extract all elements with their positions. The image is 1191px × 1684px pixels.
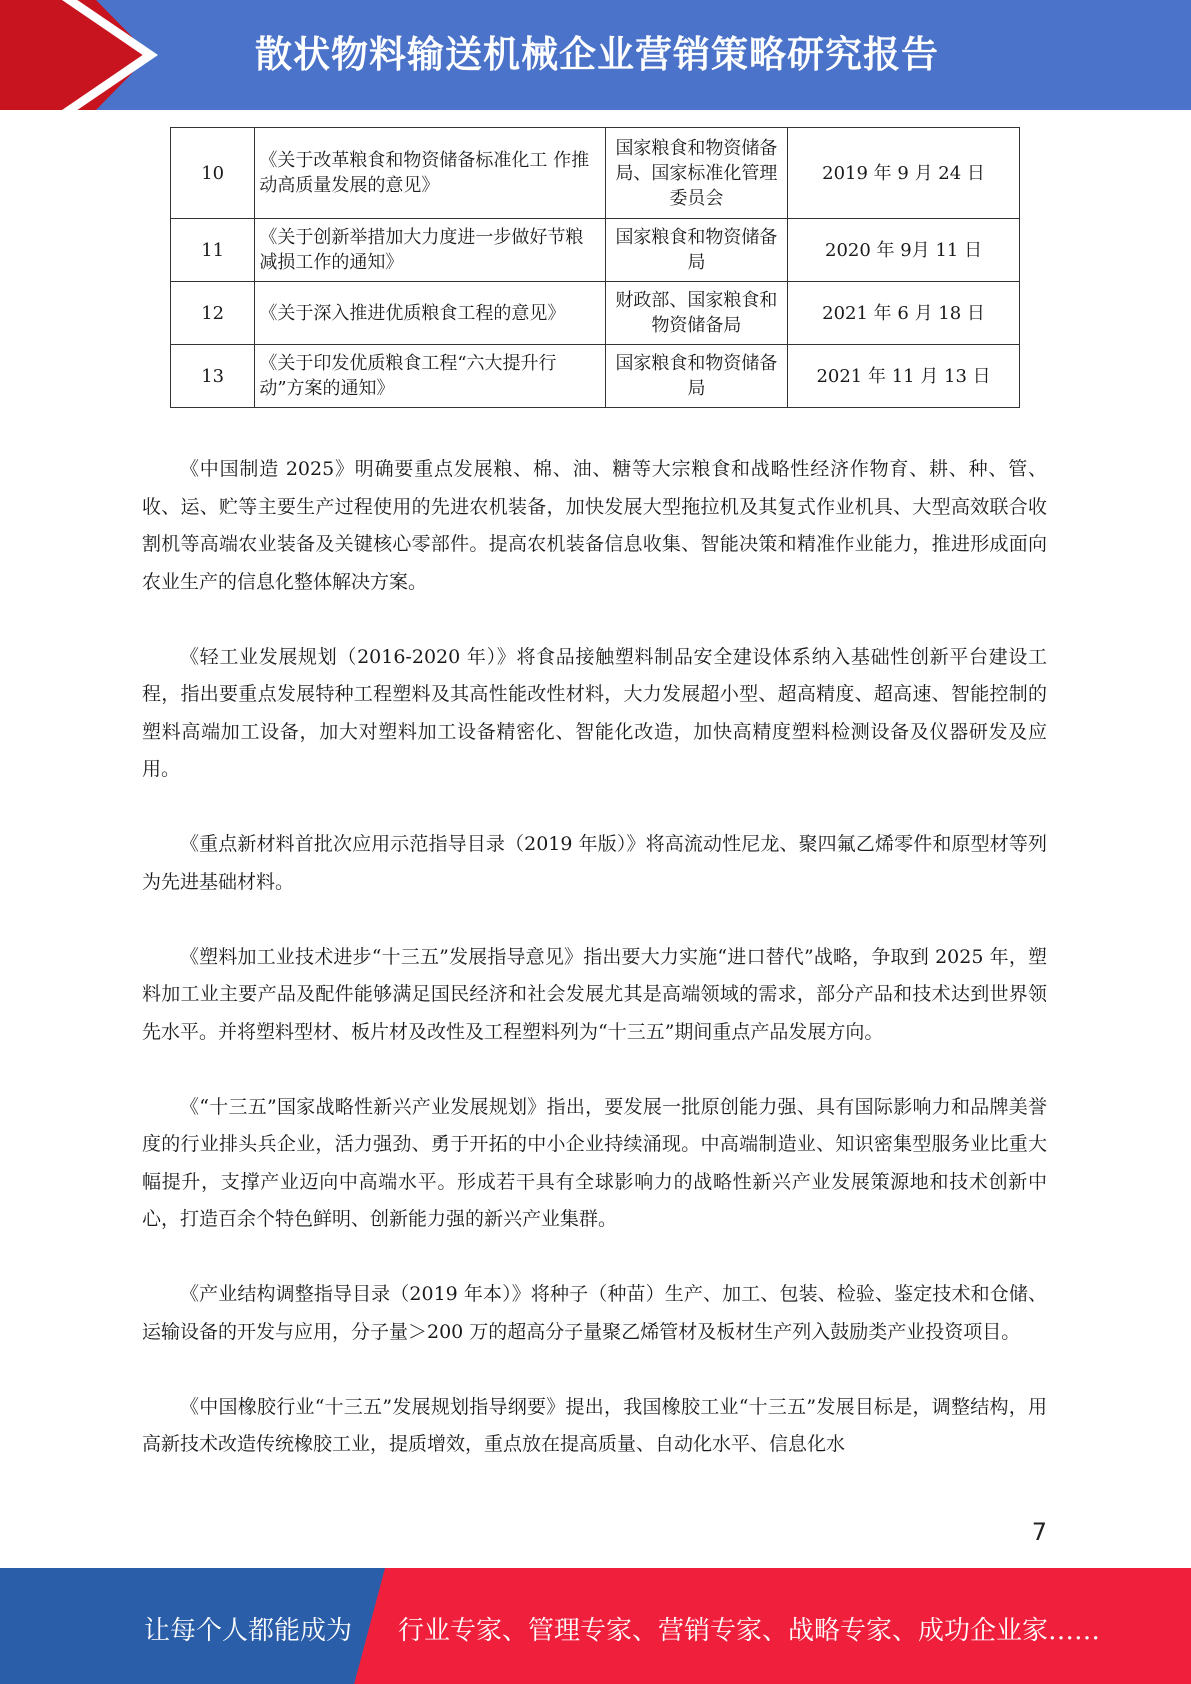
row-number: 13	[171, 345, 255, 408]
page-footer	[0, 1568, 1191, 1684]
policy-name: 《关于深入推进优质粮食工程的意见》	[255, 282, 605, 345]
paragraph: 《中国制造 2025》明确要重点发展粮、棉、油、糖等大宗粮食和战略性经济作物育、耕、种、管、收、运、贮等主要生产过程使用的先进农机装备，加快发展大型拖拉机及其复式作业机具、大型高效联合收割机等高端农业装备及关键核心零部件。提高农机装备信息收集、智能决策和精准作业能力，推进形成面向农业生产的信息化整体解决方案。	[142, 458, 1047, 593]
row-number: 12	[171, 282, 255, 345]
row-number: 10	[171, 128, 255, 219]
issue-date: 2021 年 6 月 18 日	[788, 282, 1020, 345]
footer-slogan-left: 让每个人都能成为	[144, 1616, 353, 1646]
policy-name: 《关于创新举措加大力度进一步做好节粮减损工作的通知》	[255, 219, 605, 282]
policy-table	[170, 127, 1020, 408]
page-number: 7	[1031, 1518, 1047, 1546]
issue-date: 2019 年 9 月 24 日	[788, 128, 1020, 219]
issue-date: 2020 年 9月 11 日	[788, 219, 1020, 282]
table-row	[171, 345, 1020, 408]
body-text	[142, 451, 1047, 1501]
header-red-arrow	[0, 0, 150, 110]
footer-slogan-right: 行业专家、管理专家、营销专家、战略专家、成功企业家……	[398, 1616, 1101, 1646]
issuing-body: 国家粮食和物资储备局	[605, 345, 787, 408]
paragraph: 《轻工业发展规划（2016-2020 年）》将食品接触塑料制品安全建设体系纳入基础性创新平台建设工程，指出要重点发展特种工程塑料及其高性能改性材料，大力发展超小型、超高精度、超高速、智能控制的塑料高端加工设备，加大对塑料加工设备精密化、智能化改造，加快高精度塑料检测设备及仪器研发及应用。	[142, 645, 1047, 780]
row-number: 11	[171, 219, 255, 282]
table-row	[171, 282, 1020, 345]
issuing-body: 国家粮食和物资储备局、国家标准化管理委员会	[605, 128, 787, 219]
paragraph: 《中国橡胶行业“十三五”发展规划指导纲要》提出，我国橡胶工业“十三五”发展目标是，调整结构，用高新技术改造传统橡胶工业，提质增效，重点放在提高质量、自动化水平、信息化水	[142, 1395, 1047, 1455]
issuing-body: 国家粮食和物资储备局	[605, 219, 787, 282]
policy-name: 《关于印发优质粮食工程“六大提升行动”方案的通知》	[255, 345, 605, 408]
report-title: 散状物料输送机械企业营销策略研究报告	[255, 33, 939, 76]
table-row	[171, 219, 1020, 282]
paragraph: 《塑料加工业技术进步“十三五”发展指导意见》指出要大力实施“进口替代”战略，争取到 2025 年，塑料加工业主要产品及配件能够满足国民经济和社会发展尤其是高端领域的需求，部分产品和技术达到世界领先水平。并将塑料型材、板片材及改性及工程塑料列为“十三五”期间重点产品发展方向。	[142, 945, 1047, 1043]
table-row	[171, 128, 1020, 219]
policy-name: 《关于改革粮食和物资储备标准化工 作推动高质量发展的意见》	[255, 128, 605, 219]
issuing-body: 财政部、国家粮食和物资储备局	[605, 282, 787, 345]
paragraph: 《“十三五”国家战略性新兴产业发展规划》指出，要发展一批原创能力强、具有国际影响力和品牌美誉度的行业排头兵企业，活力强劲、勇于开拓的中小企业持续涌现。中高端制造业、知识密集型服务业比重大幅提升，支撑产业迈向中高端水平。形成若干具有全球影响力的战略性新兴产业发展策源地和技术创新中心，打造百余个特色鲜明、创新能力强的新兴产业集群。	[142, 1095, 1047, 1230]
issue-date: 2021 年 11 月 13 日	[788, 345, 1020, 408]
paragraph: 《重点新材料首批次应用示范指导目录（2019 年版）》将高流动性尼龙、聚四氟乙烯零件和原型材等列为先进基础材料。	[142, 833, 1047, 893]
page-header	[0, 0, 1191, 110]
paragraph: 《产业结构调整指导目录（2019 年本）》将种子（种苗）生产、加工、包装、检验、鉴定技术和仓储、运输设备的开发与应用，分子量＞200 万的超高分子量聚乙烯管材及板材生产列入鼓励类产业投资项目。	[142, 1283, 1047, 1343]
